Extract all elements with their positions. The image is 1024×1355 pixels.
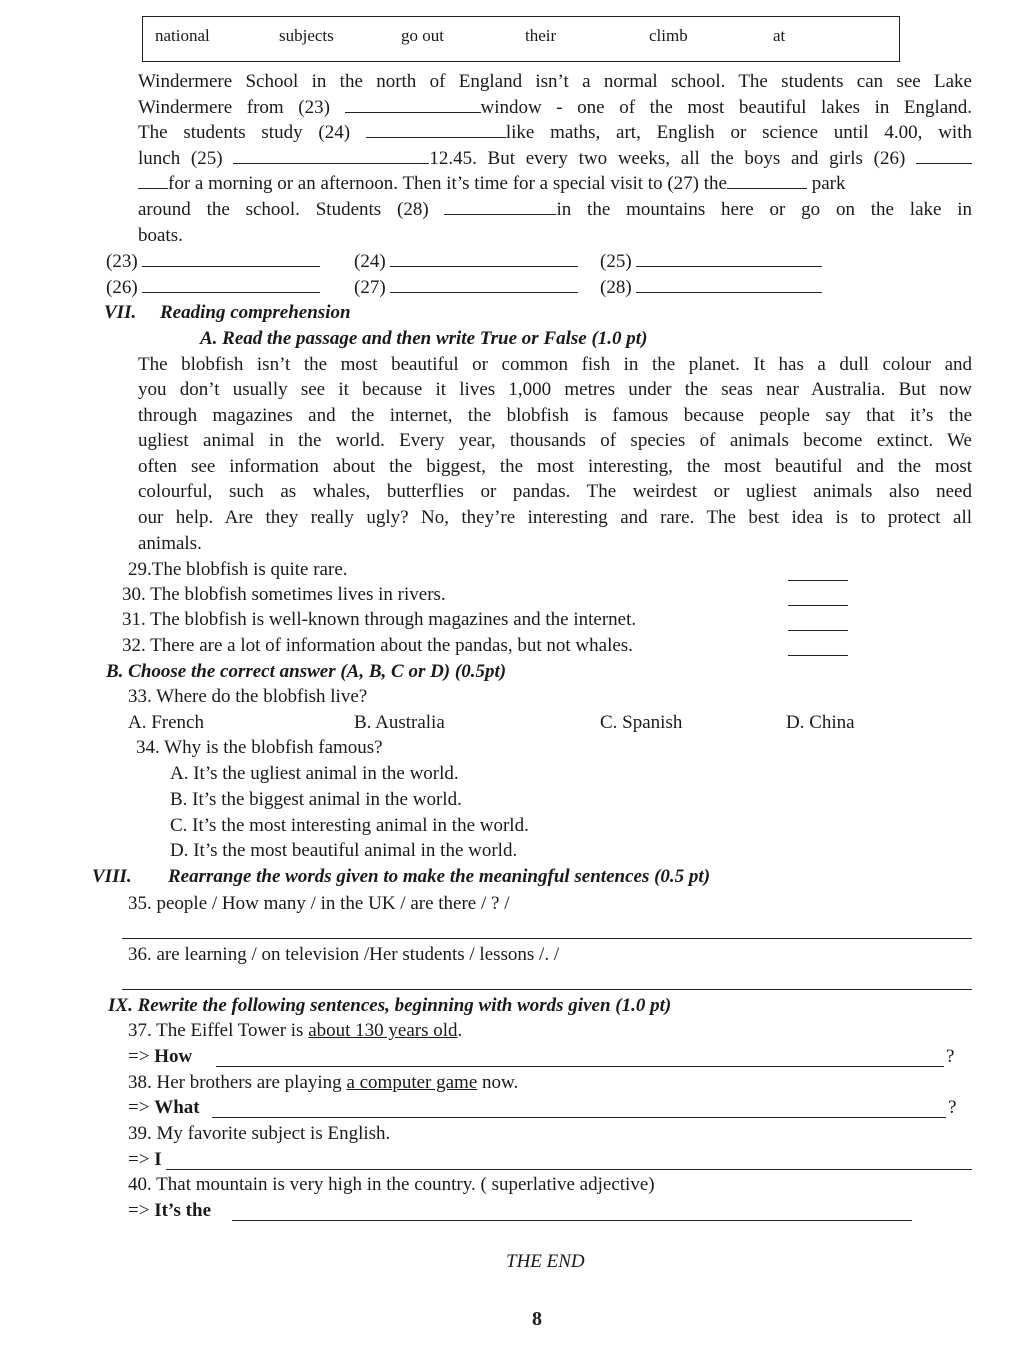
tf-question: 30. The blobfish sometimes lives in rivers. (122, 584, 446, 605)
answer-blank[interactable] (390, 277, 578, 293)
mc-option[interactable]: A. French (128, 712, 204, 733)
rewrite-prompt: => It’s the (128, 1200, 212, 1221)
question-mark: ? (948, 1097, 957, 1118)
answer-line[interactable] (212, 1117, 946, 1118)
mc-option[interactable]: B. Australia (354, 712, 445, 733)
word-box-item: subjects (279, 26, 334, 45)
blank-27[interactable] (727, 173, 807, 189)
passage-line: for a morning or an afternoon. Then it’s time for a special visit to (27) the park (138, 173, 845, 195)
answer-label: (25) (600, 251, 822, 273)
mc-option[interactable]: D. China (786, 712, 855, 733)
tf-question: 32. There are a lot of information about the pandas, but not whales. (122, 635, 633, 656)
mc-option[interactable]: C. Spanish (600, 712, 683, 733)
blank-26-continued[interactable] (138, 173, 168, 189)
question-mark: ? (946, 1046, 955, 1067)
subsection-title: B. Choose the correct answer (A, B, C or D) (0.5pt) (106, 661, 507, 682)
rewrite-prompt: => How (128, 1046, 193, 1067)
section-heading: VII. (104, 302, 137, 323)
answer-label: (24) (354, 251, 578, 273)
passage-line: ugliest animal in the world. Every year, thousands of species of animals become extinct. We (138, 430, 972, 451)
answer-blank[interactable] (142, 277, 320, 293)
tf-question: 31. The blobfish is well-known through magazines and the internet. (122, 609, 637, 630)
tf-answer-blank[interactable] (788, 655, 848, 656)
tf-question: 29.The blobfish is quite rare. (128, 559, 348, 580)
word-box-item: at (773, 26, 786, 45)
word-box-item: climb (649, 26, 688, 45)
blank-23[interactable] (345, 97, 481, 113)
end-marker: THE END (506, 1251, 585, 1272)
rewrite-question: 39. My favorite subject is English. (128, 1123, 391, 1144)
rewrite-question: 38. Her brothers are playing a computer game now. (128, 1072, 519, 1093)
section-title: Reading comprehension (160, 302, 351, 323)
blank-24[interactable] (366, 122, 506, 138)
tf-answer-blank[interactable] (788, 580, 848, 581)
answer-label: (28) (600, 277, 822, 299)
rewrite-question: 37. The Eiffel Tower is about 130 years old. (128, 1020, 463, 1041)
answer-label: (27) (354, 277, 578, 299)
blank-25[interactable] (233, 148, 429, 164)
passage-line: The students study (24) like maths, art, English or science until 4.00, with (138, 122, 972, 143)
page-number: 8 (532, 1308, 542, 1330)
section-title: IX. Rewrite the following sentences, beginning with words given (1.0 pt) (108, 995, 672, 1016)
rewrite-question: 40. That mountain is very high in the country. ( superlative adjective) (128, 1174, 655, 1195)
rearrange-question: 36. are learning / on television /Her students / lessons /. / (128, 944, 560, 965)
mc-option[interactable]: C. It’s the most interesting animal in the world. (170, 815, 529, 836)
answer-label: (23) (106, 251, 320, 273)
passage-line: animals. (138, 533, 202, 554)
blank-28[interactable] (444, 199, 556, 215)
word-box (142, 16, 900, 62)
rewrite-prompt: => I (128, 1149, 162, 1170)
passage-line: colourful, such as whales, butterflies or pandas. The weirdest or ugliest animals also need (138, 481, 972, 502)
tf-answer-blank[interactable] (788, 605, 848, 606)
answer-line[interactable] (122, 938, 972, 939)
rearrange-question: 35. people / How many / in the UK / are there / ? / (128, 893, 510, 914)
passage-line: through magazines and the internet, the blobfish is famous because people say that it’s the (138, 405, 972, 426)
passage-line: often see information about the biggest, the most interesting, the most beautiful and the most (138, 456, 972, 477)
mc-option[interactable]: D. It’s the most beautiful animal in the world. (170, 840, 518, 861)
passage-line: around the school. Students (28) in the mountains here or go on the lake in (138, 199, 973, 220)
answer-blank[interactable] (390, 251, 578, 267)
passage-line: Windermere School in the north of England isn’t a normal school. The students can see Lake (138, 71, 972, 92)
passage-line: our help. Are they really ugly? No, they’re interesting and rare. The best idea is to protect all (138, 507, 972, 528)
word-box-item: their (525, 26, 557, 45)
subsection-title: A. Read the passage and then write True or False (1.0 pt) (200, 328, 648, 349)
mc-option[interactable]: A. It’s the ugliest animal in the world. (170, 763, 459, 784)
answer-line[interactable] (232, 1220, 912, 1221)
section-title: Rearrange the words given to make the meaningful sentences (0.5 pt) (168, 866, 711, 887)
answer-blank[interactable] (142, 251, 320, 267)
answer-line[interactable] (166, 1169, 972, 1170)
answer-line[interactable] (216, 1066, 944, 1067)
tf-answer-blank[interactable] (788, 630, 848, 631)
passage-line: lunch (25) 12.45. But every two weeks, all the boys and girls (26) (138, 148, 972, 170)
answer-label: (26) (106, 277, 320, 299)
passage-line: you don’t usually see it because it lives 1,000 metres under the seas near Australia. But now (138, 379, 972, 400)
rewrite-prompt: => What (128, 1097, 200, 1118)
answer-line[interactable] (122, 989, 972, 990)
mc-question: 34. Why is the blobfish famous? (136, 737, 383, 758)
section-heading: VIII. (92, 866, 132, 887)
answer-blank[interactable] (636, 277, 822, 293)
word-box-item: go out (401, 26, 444, 45)
mc-question: 33. Where do the blobfish live? (128, 686, 368, 707)
passage-line: Windermere from (23) window - one of the most beautiful lakes in England. (138, 97, 973, 118)
blank-26[interactable] (916, 148, 972, 164)
answer-blank[interactable] (636, 251, 822, 267)
passage-line: The blobfish isn’t the most beautiful or common fish in the planet. It has a dull colour and (138, 354, 972, 375)
passage-line: boats. (138, 225, 183, 246)
word-box-item: national (155, 26, 210, 45)
mc-option[interactable]: B. It’s the biggest animal in the world. (170, 789, 462, 810)
